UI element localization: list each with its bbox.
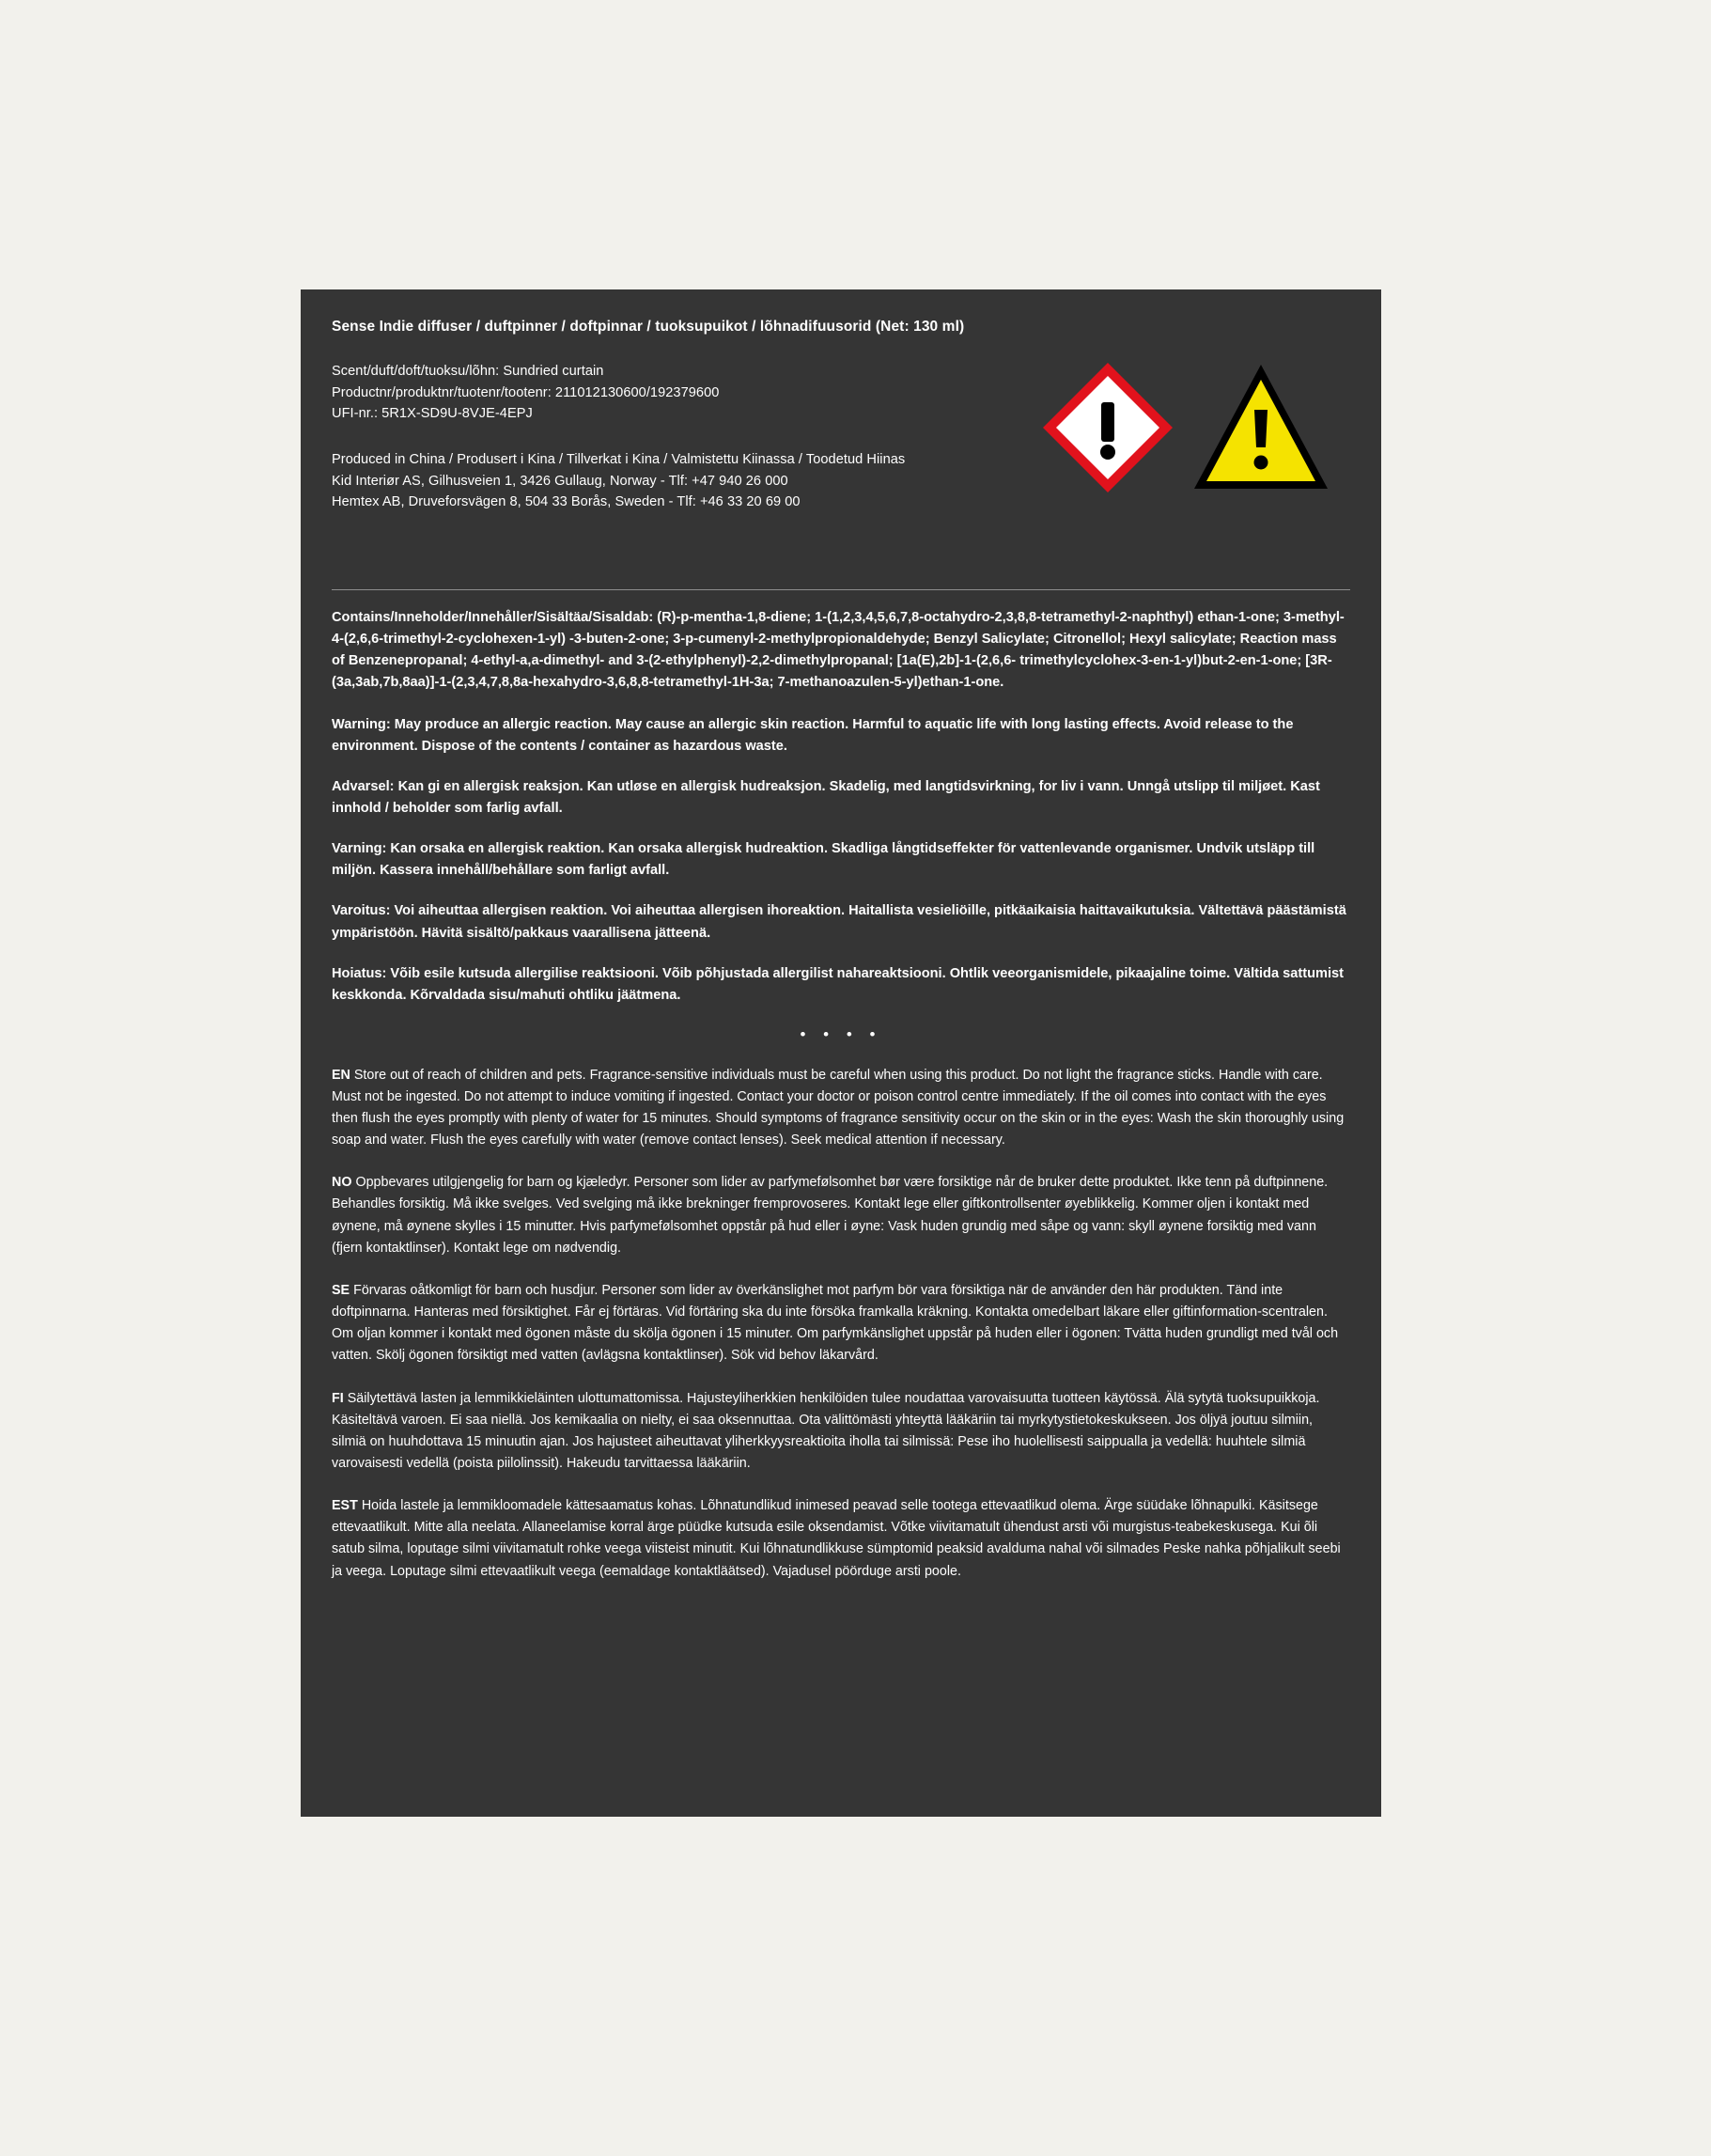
instructions-text-no: Oppbevares utilgjengelig for barn og kjæledyr. Personer som lider av parfymefølsomhet bør være forsiktige når de bruker dette produktet. Ikke tenn på duftpinnene. Behandles forsiktig. Må ikke svelges. Ved svelging må ikke brekninger fremprovoseres. Kontakt lege eller giftkontrollsenter øyeblikkelig. Kommer oljen i kontakt med øynene, må øynene skylles i 15 minutter. Hvis parfymefølsomhet oppstår på hud eller i øyne: Vask huden grundig med såpe og vann: skyll øynene forsiktig med vann (fjern kontaktlinser). Kontakt lege om nødvendig. [332,1175,1329,1256]
instructions-en [332,1065,1350,1152]
warning-en: Warning: May produce an allergic reaction. May cause an allergic skin reaction. Harmful to aquatic life with long lasting effects. Avoid release to the environment. Dispose of the contents / container as hazardous waste. [332,717,1294,755]
language-code-no: NO [332,1175,352,1191]
product-title: Sense Indie diffuser / duftpinner / doftpinnar / tuoksupuikot / lõhnadifuusorid (Net: 130 ml) [332,319,965,335]
instructions-est [332,1495,1350,1583]
company-line-kid-interior: Kid Interiør AS, Gilhusveien 1, 3426 Gullaug, Norway - Tlf: +47 940 26 000 [332,473,788,489]
instructions-no [332,1172,1350,1259]
warning-est: Hoiatus: Võib esile kutsuda allergilise reaktsiooni. Võib põhjustada allergilist nahareaktsiooni. Ohtlik veeorganismidele, pikaajaline toime. Vältida sattumist keskkonda. Kõrvaldada sisu/mahuti ohtliku jäätmena. [332,965,1344,1003]
ghs-pictogram-group [1026,357,1350,498]
ufi-number-line: UFI-nr.: 5R1X-SD9U-8VJE-4EPJ [332,406,533,422]
product-safety-label [301,289,1381,1817]
language-code-se: SE [332,1282,350,1298]
instructions-text-en: Store out of reach of children and pets. Fragrance-sensitive individuals must be careful when using this product. Do not light the fragrance sticks. Handle with care. Must not be ingested. Do not attempt to induce vomiting if ingested. Contact your doctor or poison control centre immediately. If the oil comes into contact with the eyes then flush the eyes promptly with plenty of water for 15 minutes. Should symptoms of fragrance sensitivity occur on the skin or in the eyes: Wash the skin thoroughly using soap and water. Flush the eyes carefully with water (remove contact lenses). Seek medical attention if necessary. [332,1067,1345,1148]
label-header [332,318,1350,576]
language-code-en: EN [332,1067,350,1083]
instructions-text-se: Förvaras oåtkomligt för barn och husdjur. Personer som lider av överkänslighet mot parfym bör vara försiktiga när de använder den här produkten. Tänd inte doftpinnarna. Hanteras med försiktighet. Får ej förtäras. Vid förtäring ska du inte försöka framkalla kräkning. Kontakta omedelbart läkare eller giftinformation-scentralen. Om oljan kommer i kontakt med ögonen måste du skölja ögonen i 15 minuter. Om parfymkänslighet uppstår på huden eller i ögonen: Tvätta huden grundligt med tvål och vatten. Skölj ögonen försiktigt med vatten (avlägsna kontaktlinser). Sök vid behov läkarvård. [332,1282,1339,1364]
instructions-se [332,1280,1350,1367]
warning-no: Advarsel: Kan gi en allergisk reaksjon. Kan utløse en allergisk hudreaksjon. Skadelig, med langtidsvirkning, for liv i vann. Unngå utslipp til miljøet. Kast innhold / beholder som farlig avfall. [332,779,1320,817]
instructions-text-est: Hoida lastele ja lemmikloomadele kättesaamatus kohas. Lõhnatundlikud inimesed peavad selle tootega ettevaatlikud olema. Ärge süüdake lõhnapulki. Käsitsege ettevaatlikult. Mitte alla neelata. Allaneelamise korral ärge püüdke kutsuda esile oksendamist. Võtke viivitamatult ühendust arsti või murgistus-teabekeskusega. Kui õli satub silma, loputage silmi viivitamatult rohke veega viisteist minutit. Kui lõhnatundlikkuse sümptomid peaksid avalduma nahal või silmades Peske nahka põhjalikult seebi ja veega. Loputage silmi ettevaatlikult veega (eemaldage kontaktläätsed). Vajadusel pöörduge arsti poole. [332,1498,1341,1579]
language-code-fi: FI [332,1390,344,1406]
product-number-line: Productnr/produktnr/tuotenr/tootenr: 211012130600/192379600 [332,384,720,400]
ghs07-exclamation-mark-icon [1037,357,1178,498]
warning-fi: Varoitus: Voi aiheuttaa allergisen reaktion. Voi aiheuttaa allergisen ihoreaktion. Haitallista vesieliöille, pitkäaikaisia haittavaikutuksia. Vältettävä päästämistä ympäristöön. Hävitä sisältö/pakkaus vaarallisena jätteenä. [332,903,1346,941]
produced-in-line: Produced in China / Produsert i Kina / Tillverkat i Kina / Valmistettu Kiinassa / Toodetud Hiinas [332,451,906,467]
language-code-est: EST [332,1498,358,1514]
warning-se: Varning: Kan orsaka en allergisk reaktion. Kan orsaka allergisk hudreaktion. Skadliga långtidseffekter för vattenlevande organismer. Undvik utsläpp till miljön. Kassera innehåll/behållare som farligt avfall. [332,841,1315,879]
contains-paragraph: Contains/Inneholder/Innehåller/Sisältäa/Sisaldab: (R)-p-mentha-1,8-diene; 1-(1,2,3,4,5,6,7,8-octahydro-2,3,8,8-tetramethyl-2-naphthyl) ethan-1-one; 3-methyl-4-(2,6,6-trimethyl-2-cyclohexen-1-yl) -3-buten-2-one; 3-p-cumenyl-2-methylpropionaldehyde; Benzyl Salicylate; Citronellol; Hexyl salicylate; Reaction mass of Benzenepropanal; 4-ethyl-a,a-dimethyl- and 3-(2-ethylphenyl)-2,2-dimethylpropanal; [1a(E),2b]-1-(2,6,6- trimethylcyclohex-3-en-1-yl)but-2-en-1-one; [3R-(3a,3ab,7b,8aa)]-1-(2,3,4,7,8,8a-hexahydro-3,6,8,8-tetramethyl-1H-3a; 7-methanoazulen-5-yl)ethan-1-one. [332,610,1345,691]
instructions-fi [332,1388,1350,1476]
company-line-hemtex: Hemtex AB, Druveforsvägen 8, 504 33 Borås, Sweden - Tlf: +46 33 20 69 00 [332,494,801,510]
instructions-text-fi: Säilytettävä lasten ja lemmikkieläinten ulottumattomissa. Hajusteyliherkkien henkilöiden tulee noudattaa varovaisuutta tuotteen käytössä. Älä sytytä tuoksupuikkoja. Käsiteltävä varoen. Ei saa niellä. Jos kemikaalia on nielty, ei saa oksennuttaa. Ota välittömästi yhteyttä lääkäriin tai myrkytystietokeskukseen. Jos öljyä joutuu silmiin, silmiä on huuhdottava 15 minuutin ajan. Jos hajusteet aiheuttavat yliherkkyysreaktioita iholla tai silmissä: Pese iho huolellisesti saippualla ja vedellä: huuhtele silmiä varovaisesti vedellä (poista piilolinssit). Hakeudu tarvittaessa lääkäriin. [332,1390,1320,1471]
scent-line: Scent/duft/doft/tuoksu/lõhn: Sundried curtain [332,364,604,380]
yellow-warning-triangle-icon [1190,357,1331,498]
separator-dots: • • • • [800,1024,882,1043]
section-divider [332,589,1350,590]
